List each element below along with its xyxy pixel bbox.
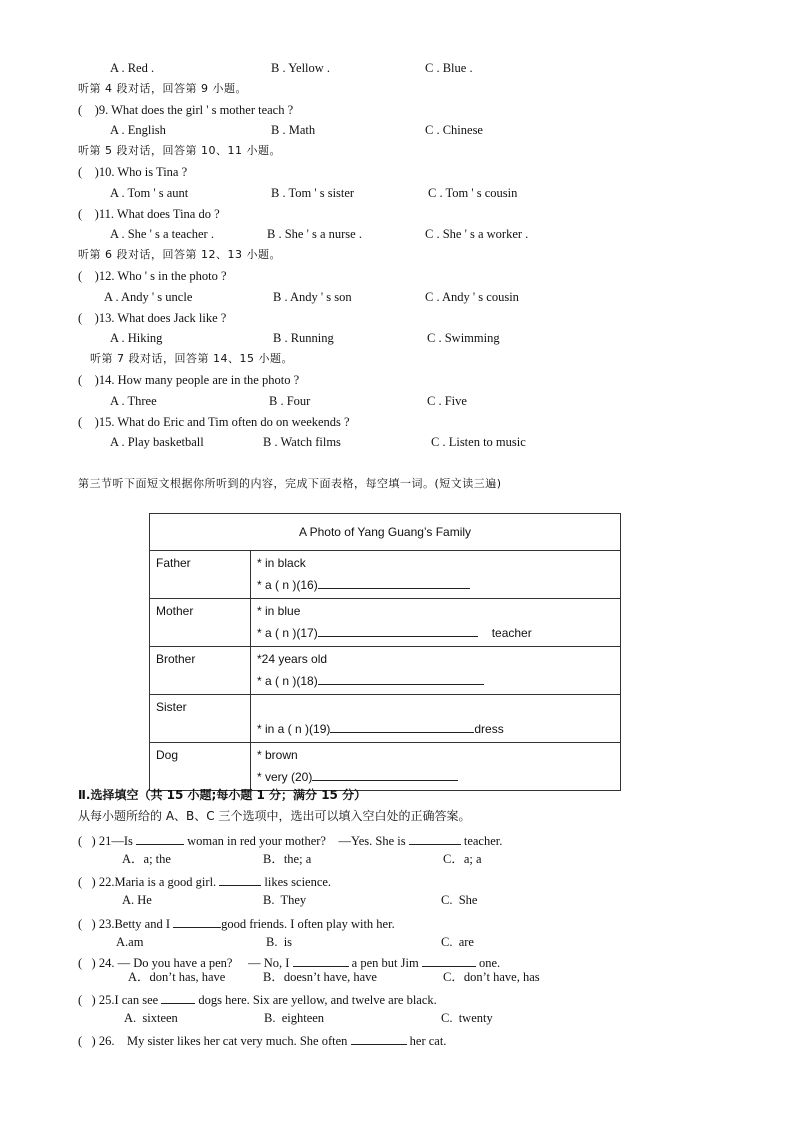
q9-option-b: B . Math [271, 123, 316, 137]
q15-option-b: B . Watch films [263, 435, 341, 449]
q10-stem: ( )10. Who is Tina ? [78, 165, 188, 179]
q13-option-b: B . Running [273, 331, 334, 345]
q24-stem-b: a pen but Jim [351, 956, 419, 970]
q10-option-b: B . Tom ' s sister [271, 186, 355, 200]
q26-stem-b: her cat. [409, 1034, 447, 1048]
q13-option-a: A . Hiking [110, 331, 163, 345]
row-line-1: *24 years old [257, 652, 328, 666]
section-5-instruction: 听第 5 段对话，回答第 10、11 小题。 [78, 144, 281, 157]
part-3-instruction: 第三节听下面短文根据你所听到的内容，完成下面表格，每空填一词。(短文读三遍) [78, 477, 502, 490]
q8-option-a: A . Red . [110, 61, 155, 75]
q21-blank-2[interactable] [409, 830, 461, 845]
q15-option-c: C . Listen to music [431, 435, 526, 449]
answer-blank-20[interactable] [312, 766, 458, 781]
q9-option-c: C . Chinese [425, 123, 483, 137]
q22-blank[interactable] [219, 871, 261, 886]
table-row-dog [150, 743, 621, 791]
row-line-2-suffix: dress [474, 722, 504, 736]
q21-blank-1[interactable] [136, 830, 184, 845]
q12-option-a: A . Andy ' s uncle [104, 290, 193, 304]
q25-blank[interactable] [161, 989, 195, 1004]
q23-option-c: C. are [441, 935, 474, 949]
q22-stem-b: likes science. [264, 875, 332, 889]
row-line-2: * in a ( n )(19) [257, 722, 331, 736]
q23-blank[interactable] [173, 913, 221, 928]
row-label: Mother [150, 599, 251, 647]
q21-stem-b: woman in red your mother? —Yes. She is [187, 834, 406, 848]
answer-blank-19[interactable] [330, 718, 474, 733]
table-row-brother [150, 647, 621, 695]
row-line-1: * in black [257, 556, 306, 570]
q21-stem [78, 830, 502, 849]
q8-option-b: B . Yellow . [271, 61, 331, 75]
q14-stem: ( )14. How many people are in the photo ? [78, 373, 300, 387]
q15-stem: ( )15. What do Eric and Tim often do on weekends ? [78, 415, 350, 429]
answer-blank-16[interactable] [318, 574, 470, 589]
q26-stem-a: ( ) 26. My sister likes her cat very much. She often [78, 1034, 348, 1048]
family-photo-table [149, 513, 621, 791]
q9-option-a: A . English [110, 123, 166, 137]
q14-option-a: A . Three [110, 394, 157, 408]
q8-option-c: C . Blue . [425, 61, 473, 75]
q22-option-b: B. They [263, 893, 307, 907]
row-line-2: * a ( n )(17) [257, 626, 318, 640]
row-content [251, 599, 621, 647]
q21-stem-c: teacher. [463, 834, 503, 848]
q22-option-c: C. She [441, 893, 478, 907]
table-row-father [150, 551, 621, 599]
q9-stem: ( )9. What does the girl ' s mother teach ? [78, 103, 294, 117]
q14-option-b: B . Four [269, 394, 311, 408]
q22-stem [78, 871, 331, 890]
q25-option-c: C. twenty [441, 1011, 493, 1025]
q24-option-a: A．don’t has, have [128, 970, 226, 984]
q12-option-b: B . Andy ' s son [273, 290, 352, 304]
q11-option-c: C . She ' s a worker . [425, 227, 529, 241]
row-line-2: * a ( n )(16) [257, 578, 318, 592]
q23-option-a: A.am [116, 935, 144, 949]
q11-option-a: A . She ' s a teacher . [110, 227, 214, 241]
table-row-sister [150, 695, 621, 743]
q24-option-c: C．don’t have, has [443, 970, 540, 984]
row-label: Brother [150, 647, 251, 695]
row-line-2-suffix: teacher [491, 626, 532, 640]
q14-option-c: C . Five [427, 394, 467, 408]
q26-blank[interactable] [351, 1030, 407, 1045]
row-content [251, 743, 621, 791]
answer-blank-17[interactable] [318, 622, 478, 637]
row-line-1: * brown [257, 748, 298, 762]
row-label: Sister [150, 695, 251, 743]
q23-stem [78, 913, 395, 932]
table-row-mother [150, 599, 621, 647]
q12-option-c: C . Andy ' s cousin [425, 290, 519, 304]
q25-stem-a: ( ) 25.I can see [78, 993, 159, 1007]
row-line-2: * a ( n )(18) [257, 674, 318, 688]
q21-option-c: C．a; a [443, 852, 482, 866]
q21-option-b: B．the; a [263, 852, 312, 866]
q12-stem: ( )12. Who ' s in the photo ? [78, 269, 227, 283]
q10-option-a: A . Tom ' s aunt [110, 186, 189, 200]
answer-blank-18[interactable] [318, 670, 484, 685]
q24-stem-a: ( ) 24. — Do you have a pen? — No, I [78, 956, 290, 970]
q21-option-a: A．a; the [122, 852, 171, 866]
row-line-2: * very (20) [257, 770, 313, 784]
q23-option-b: B. is [266, 935, 293, 949]
q11-option-b: B . She ' s a nurse . [267, 227, 362, 241]
q24-blank-2[interactable] [422, 952, 476, 967]
row-label: Father [150, 551, 251, 599]
part-2-instruction: 从每小题所给的 A、B、C 三个选项中，选出可以填入空白处的正确答案。 [78, 809, 471, 823]
q25-option-a: A. sixteen [124, 1011, 178, 1025]
q13-stem: ( )13. What does Jack like ? [78, 311, 227, 325]
row-content [251, 647, 621, 695]
q15-option-a: A . Play basketball [110, 435, 204, 449]
section-6-instruction: 听第 6 段对话，回答第 12、13 小题。 [78, 248, 281, 261]
section-7-instruction: 听第 7 段对话，回答第 14、15 小题。 [90, 352, 293, 365]
q24-stem-c: one. [478, 956, 501, 970]
q25-stem-b: dogs here. Six are yellow, and twelve are black. [198, 993, 437, 1007]
row-line-1 [257, 697, 614, 718]
q24-blank-1[interactable] [293, 952, 349, 967]
section-4-instruction: 听第 4 段对话，回答第 9 小题。 [78, 82, 247, 95]
q21-stem-a: ( ) 21—Is [78, 834, 133, 848]
table-title: A Photo of Yang Guang’s Family [150, 514, 621, 551]
q25-stem [78, 989, 437, 1008]
q13-option-c: C . Swimming [427, 331, 500, 345]
row-content [251, 551, 621, 599]
row-label: Dog [150, 743, 251, 791]
q22-option-a: A. He [122, 893, 152, 907]
part-2-title: Ⅱ.选择填空（共 15 小题;每小题 1 分；满分 15 分） [78, 788, 367, 802]
q23-stem-a: ( ) 23.Betty and I [78, 917, 170, 931]
row-line-1: * in blue [257, 604, 301, 618]
q25-option-b: B. eighteen [264, 1011, 325, 1025]
q10-option-c: C . Tom ' s cousin [428, 186, 518, 200]
q26-stem [78, 1030, 446, 1049]
q22-stem-a: ( ) 22.Maria is a good girl. [78, 875, 217, 889]
q24-option-b: B．doesn’t have, have [263, 970, 377, 984]
q23-stem-b: good friends. I often play with her. [221, 917, 395, 931]
q11-stem: ( )11. What does Tina do ? [78, 207, 220, 221]
row-content [251, 695, 621, 743]
